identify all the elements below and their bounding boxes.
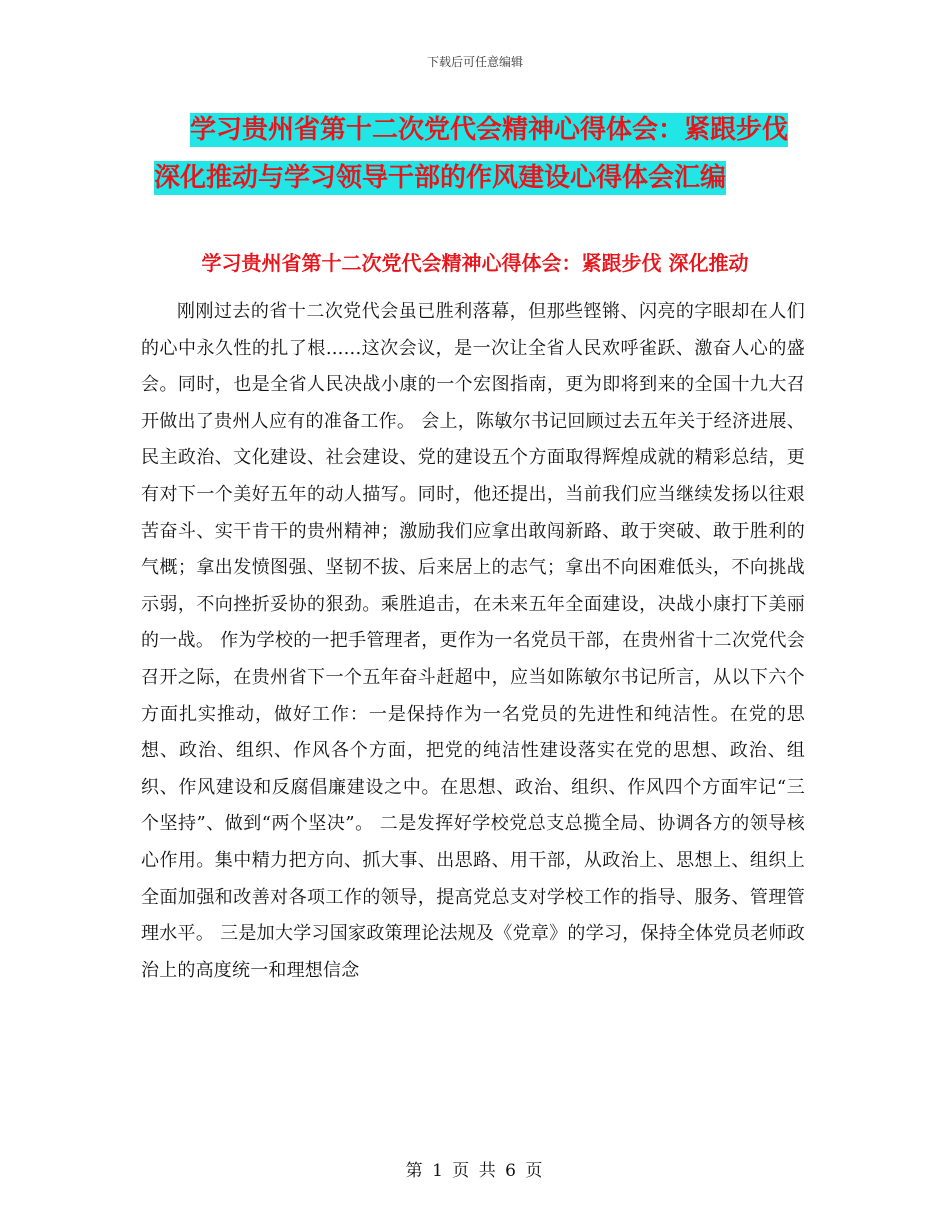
document-title <box>0 106 950 202</box>
document-title-line-1-text: 学习贵州省第十二次党代会精神心得体会：紧跟步伐 <box>190 115 789 145</box>
header-note: 下载后可任意编辑 <box>426 55 523 69</box>
section-title: 学习贵州省第十二次党代会精神心得体会：紧跟步伐 深化推动 <box>201 251 749 275</box>
page-number-footer: 第 1 页 共 6 页 <box>405 1161 545 1181</box>
document-title-line-2-text: 深化推动与学习领导干部的作风建设心得体会汇编 <box>154 163 727 193</box>
body-paragraph: 刚刚过去的省十二次党代会虽已胜利落幕，但那些铿锵、闪亮的字眼却在人们的心中永久性的扎了根......这次会议，是一次让全省人民欢呼雀跃、激奋人心的盛会。同时，也是全省人民决战小康的一个宏图指南，更为即将到来的全国十九大召开做出了贵州人应有的准备工作。 会上，陈敏尔书记回顾过去五年关于经济进展、民主政治、文化建设、社会建设、党的建设五个方面取得辉煌成就的精彩总结，更有对下一个美好五年的动人描写。同时，他还提出，当前我们应当继续发扬以往艰苦奋斗、实干肯干的贵州精神；激励我们应拿出敢闯新路、敢于突破、敢于胜利的气概；拿出发愤图强、坚韧不拔、后来居上的志气；拿出不向困难低头，不向挑战示弱，不向挫折妥协的狠劲。乘胜追击，在未来五年全面建设，决战小康打下美丽的一战。 作为学校的一把手管理者，更作为一名党员干部，在贵州省十二次党代会召开之际，在贵州省下一个五年奋斗赶超中，应当如陈敏尔书记所言，从以下六个方面扎实推动，做好工作：一是保持作为一名党员的先进性和纯洁性。在党的思想、政治、组织、作风各个方面，把党的纯洁性建设落实在党的思想、政治、组织、作风建设和反腐倡廉建设之中。在思想、政治、组织、作风四个方面牢记“三个坚持”、做到“两个坚决”。 二是发挥好学校党总支总揽全局、协调各方的领导核心作用。集中精力把方向、抓大事、出思路、用干部，从政治上、思想上、组织上全面加强和改善对各项工作的领导，提高党总支对学校工作的指导、服务、管理管理水平。 三是加大学习国家政策理论法规及《党章》的学习，保持全体党员老师政治上的高度统一和理想信念 <box>141 301 805 981</box>
document-title-line-2 <box>0 154 950 202</box>
document-title-line-1 <box>0 106 950 154</box>
